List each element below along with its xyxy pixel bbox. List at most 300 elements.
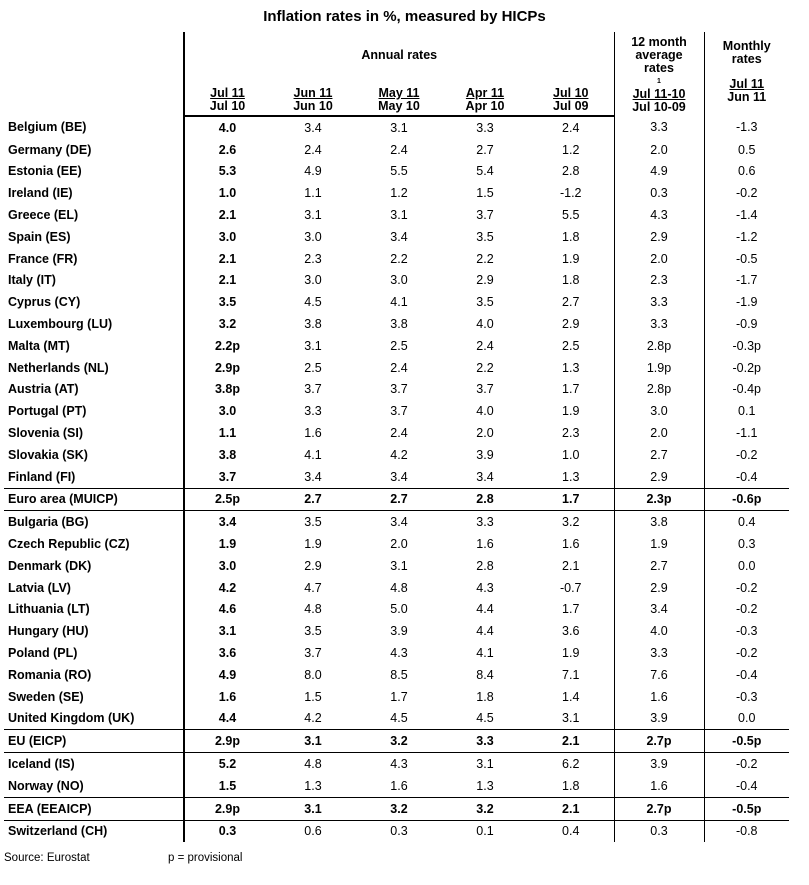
- country-name: Euro area (MUICP): [4, 488, 184, 511]
- value-cell: 5.5: [390, 164, 408, 179]
- country-name: Hungary (HU): [8, 624, 89, 639]
- value-cell: 2.9: [304, 558, 322, 573]
- value-cell: 1.8: [476, 689, 494, 704]
- header-monthly-rates: Monthly rates Jul 11 Jun 11: [704, 32, 789, 116]
- value-cell: -0.2: [704, 577, 789, 599]
- inflation-table: [4, 32, 789, 842]
- value-cell: 2.1: [562, 558, 580, 573]
- value-cell: 2.4: [562, 120, 580, 135]
- value-cell: 3.3: [476, 515, 494, 530]
- value-cell: 3.1: [476, 757, 494, 771]
- value-cell: 3.9: [614, 753, 704, 775]
- table-row: [4, 116, 789, 139]
- value-cell: 1.7: [390, 689, 408, 704]
- value-cell: 3.1: [184, 620, 270, 642]
- table-row: [4, 161, 789, 183]
- value-cell: 2.4: [390, 360, 408, 375]
- value-cell: 3.7: [390, 382, 408, 397]
- value-cell: 3.3: [614, 313, 704, 335]
- value-cell: 4.5: [390, 711, 408, 726]
- value-cell: 2.8p: [614, 379, 704, 401]
- provisional-note: p = provisional: [168, 852, 243, 864]
- value-cell: -0.2p: [704, 357, 789, 379]
- value-cell: 4.2: [390, 447, 408, 462]
- value-cell: 3.4: [304, 120, 322, 135]
- value-cell: 3.2: [356, 797, 442, 820]
- value-cell: 4.0: [614, 620, 704, 642]
- value-cell: 3.5: [304, 624, 322, 639]
- value-cell: 1.3: [562, 360, 580, 375]
- value-cell: -0.2: [704, 753, 789, 775]
- value-cell: 3.8: [304, 317, 322, 332]
- header-col-jul10: Jul 10 Jul 09: [528, 78, 614, 116]
- value-cell: 3.1: [270, 797, 356, 820]
- header-col-may11: May 11 May 10: [356, 78, 442, 116]
- value-cell: 4.6: [184, 599, 270, 621]
- value-cell: 2.9: [476, 273, 494, 288]
- table-row: [4, 422, 789, 444]
- table-row: [4, 270, 789, 292]
- value-cell: 3.4: [184, 511, 270, 533]
- value-cell: 5.0: [390, 602, 408, 617]
- table-row: [4, 400, 789, 422]
- value-cell: -1.4: [704, 204, 789, 226]
- value-cell: 3.0: [184, 226, 270, 248]
- value-cell: 1.9: [562, 251, 580, 266]
- value-cell: 4.1: [476, 646, 494, 661]
- value-cell: 4.9: [184, 664, 270, 686]
- table-row: [4, 820, 789, 842]
- value-cell: -0.7: [559, 580, 582, 595]
- value-cell: 2.9p: [184, 797, 270, 820]
- value-cell: 0.3: [614, 820, 704, 842]
- value-cell: 7.1: [562, 667, 580, 682]
- value-cell: 3.1: [390, 208, 408, 223]
- table-row: [4, 248, 789, 270]
- value-cell: 1.6: [304, 426, 322, 441]
- country-name: France (FR): [8, 251, 78, 266]
- value-cell: 3.3: [614, 291, 704, 313]
- value-cell: 3.0: [184, 400, 270, 422]
- table-row: [4, 577, 789, 599]
- value-cell: 1.9p: [614, 357, 704, 379]
- value-cell: 1.6: [390, 778, 408, 793]
- value-cell: 3.2: [356, 730, 442, 753]
- value-cell: -0.4: [704, 664, 789, 686]
- value-cell: 3.4: [304, 469, 322, 484]
- value-cell: 1.1: [184, 422, 270, 444]
- value-cell: 1.5: [184, 775, 270, 797]
- table-row: [4, 204, 789, 226]
- country-name: Iceland (IS): [8, 757, 75, 771]
- country-name: Sweden (SE): [8, 689, 84, 704]
- value-cell: 2.5: [390, 338, 408, 353]
- country-name: United Kingdom (UK): [8, 711, 135, 726]
- value-cell: 2.4: [476, 338, 494, 353]
- table-row: [4, 379, 789, 401]
- table-row: [4, 226, 789, 248]
- country-name: Norway (NO): [8, 778, 84, 793]
- value-cell: 0.4: [704, 511, 789, 533]
- country-name: Greece (EL): [8, 208, 79, 223]
- value-cell: 5.4: [476, 164, 494, 179]
- value-cell: 4.0: [476, 317, 494, 332]
- value-cell: 3.3: [614, 116, 704, 139]
- header-col-jun11: Jun 11 Jun 10: [270, 78, 356, 116]
- table-row: [4, 313, 789, 335]
- value-cell: 0.1: [476, 824, 494, 839]
- country-name: Romania (RO): [8, 667, 92, 682]
- value-cell: 1.6: [614, 686, 704, 708]
- value-cell: -0.5p: [704, 797, 789, 820]
- table-title: Inflation rates in %, measured by HICPs: [263, 8, 546, 25]
- source-note: Source: Eurostat: [4, 852, 90, 864]
- value-cell: 2.6: [184, 139, 270, 161]
- value-cell: 4.3: [614, 204, 704, 226]
- value-cell: 2.0: [614, 139, 704, 161]
- value-cell: 4.9: [614, 161, 704, 183]
- value-cell: 2.7p: [614, 730, 704, 753]
- value-cell: 0.0: [704, 708, 789, 730]
- value-cell: 2.9: [614, 466, 704, 488]
- value-cell: 2.7: [562, 295, 580, 310]
- table-body: [4, 116, 789, 842]
- country-name: Portugal (PT): [8, 404, 87, 419]
- value-cell: 1.9: [562, 646, 580, 661]
- value-cell: 3.8: [614, 511, 704, 533]
- header-row-group: [4, 32, 789, 78]
- value-cell: 2.3: [614, 270, 704, 292]
- value-cell: 2.2p: [184, 335, 270, 357]
- value-cell: -1.3: [704, 116, 789, 139]
- value-cell: 4.5: [304, 295, 322, 310]
- value-cell: 1.7: [528, 488, 614, 511]
- value-cell: -1.1: [704, 422, 789, 444]
- value-cell: 3.2: [442, 797, 528, 820]
- value-cell: 3.4: [390, 515, 408, 530]
- value-cell: 7.6: [614, 664, 704, 686]
- value-cell: -0.3: [704, 620, 789, 642]
- table-row: [4, 775, 789, 797]
- value-cell: 1.3: [562, 469, 580, 484]
- table-row: [4, 533, 789, 555]
- value-cell: 2.1: [184, 248, 270, 270]
- value-cell: 5.5: [562, 208, 580, 223]
- country-name: Latvia (LV): [8, 580, 71, 595]
- value-cell: 3.3: [304, 404, 322, 419]
- value-cell: 0.5: [704, 139, 789, 161]
- table-row: [4, 753, 789, 775]
- value-cell: 2.5p: [184, 488, 270, 511]
- value-cell: 3.4: [390, 469, 408, 484]
- value-cell: 3.2: [184, 313, 270, 335]
- value-cell: 1.4: [562, 689, 580, 704]
- value-cell: 3.0: [304, 229, 322, 244]
- value-cell: 3.5: [304, 515, 322, 530]
- header-col-apr11: Apr 11 Apr 10: [442, 78, 528, 116]
- value-cell: 2.8: [562, 164, 580, 179]
- value-cell: 3.1: [304, 208, 322, 223]
- value-cell: 2.2: [390, 251, 408, 266]
- value-cell: -0.4: [704, 775, 789, 797]
- table-row: [4, 730, 789, 753]
- value-cell: 2.2: [476, 360, 494, 375]
- value-cell: 1.9: [562, 404, 580, 419]
- table-row: [4, 466, 789, 488]
- value-cell: -0.8: [704, 820, 789, 842]
- country-name: Spain (ES): [8, 229, 71, 244]
- value-cell: 1.3: [304, 778, 322, 793]
- value-cell: 3.4: [614, 599, 704, 621]
- value-cell: 3.3: [476, 120, 494, 135]
- value-cell: 2.9: [614, 226, 704, 248]
- value-cell: 3.7: [184, 466, 270, 488]
- country-name: Italy (IT): [8, 273, 56, 288]
- value-cell: 1.2: [562, 142, 580, 157]
- country-name: Slovenia (SI): [8, 426, 84, 441]
- table-row: [4, 642, 789, 664]
- value-cell: 3.4: [476, 469, 494, 484]
- value-cell: 0.6: [704, 161, 789, 183]
- value-cell: 3.9: [614, 708, 704, 730]
- value-cell: 3.3: [614, 642, 704, 664]
- value-cell: 4.2: [304, 711, 322, 726]
- country-name: EEA (EEAICP): [4, 797, 184, 820]
- value-cell: 8.5: [390, 667, 408, 682]
- value-cell: -1.9: [704, 291, 789, 313]
- value-cell: 1.9: [304, 537, 322, 552]
- value-cell: -0.2: [704, 182, 789, 204]
- value-cell: 1.5: [476, 186, 494, 201]
- value-cell: 1.7: [562, 382, 580, 397]
- value-cell: -1.2: [559, 186, 582, 201]
- value-cell: -0.4: [704, 466, 789, 488]
- country-name: Poland (PL): [8, 646, 78, 661]
- table-row: [4, 511, 789, 533]
- value-cell: 3.1: [562, 711, 580, 726]
- value-cell: 3.7: [476, 382, 494, 397]
- country-name: EU (EICP): [4, 730, 184, 753]
- table-row: [4, 555, 789, 577]
- value-cell: -0.2: [704, 444, 789, 466]
- value-cell: 4.3: [476, 580, 494, 595]
- value-cell: 2.0: [614, 248, 704, 270]
- country-name: Switzerland (CH): [8, 824, 108, 839]
- value-cell: 1.9: [184, 533, 270, 555]
- value-cell: 2.1: [528, 730, 614, 753]
- value-cell: 2.4: [390, 142, 408, 157]
- table-row: [4, 357, 789, 379]
- value-cell: 3.0: [390, 273, 408, 288]
- value-cell: 1.2: [390, 186, 408, 201]
- value-cell: 2.9: [562, 317, 580, 332]
- table-row: [4, 291, 789, 313]
- country-name: Germany (DE): [8, 142, 92, 157]
- country-name: Bulgaria (BG): [8, 515, 89, 530]
- value-cell: 4.5: [476, 711, 494, 726]
- value-cell: 4.8: [304, 602, 322, 617]
- value-cell: 1.0: [562, 447, 580, 462]
- value-cell: 2.7: [476, 142, 494, 157]
- country-name: Lithuania (LT): [8, 602, 90, 617]
- value-cell: 4.0: [184, 116, 270, 139]
- value-cell: 2.7p: [614, 797, 704, 820]
- value-cell: -0.3p: [704, 335, 789, 357]
- value-cell: 3.1: [304, 338, 322, 353]
- value-cell: 3.4: [390, 229, 408, 244]
- value-cell: 1.8: [562, 273, 580, 288]
- value-cell: 3.3: [442, 730, 528, 753]
- value-cell: 2.8: [442, 488, 528, 511]
- value-cell: 3.8p: [184, 379, 270, 401]
- value-cell: 4.8: [304, 757, 322, 771]
- value-cell: 3.7: [304, 646, 322, 661]
- value-cell: 1.7: [562, 602, 580, 617]
- table-row: [4, 620, 789, 642]
- value-cell: 3.1: [390, 558, 408, 573]
- value-cell: 3.7: [304, 382, 322, 397]
- value-cell: 5.3: [184, 161, 270, 183]
- value-cell: 8.0: [304, 667, 322, 682]
- table-row: [4, 797, 789, 820]
- value-cell: 2.7: [356, 488, 442, 511]
- value-cell: 2.7: [614, 555, 704, 577]
- country-name: Czech Republic (CZ): [8, 537, 130, 552]
- value-cell: 0.6: [304, 824, 322, 839]
- value-cell: 3.2: [562, 515, 580, 530]
- value-cell: 2.8: [476, 558, 494, 573]
- value-cell: 0.4: [562, 824, 580, 839]
- value-cell: 3.9: [476, 447, 494, 462]
- country-name: Luxembourg (LU): [8, 317, 113, 332]
- country-name: Cyprus (CY): [8, 295, 81, 310]
- table-row: [4, 139, 789, 161]
- value-cell: -0.2: [704, 642, 789, 664]
- value-cell: 2.0: [476, 426, 494, 441]
- country-name: Slovakia (SK): [8, 447, 88, 462]
- value-cell: 4.3: [390, 757, 408, 771]
- value-cell: -0.6p: [704, 488, 789, 511]
- value-cell: 2.3: [562, 426, 580, 441]
- value-cell: 1.8: [562, 778, 580, 793]
- value-cell: 3.1: [390, 120, 408, 135]
- value-cell: -1.2: [704, 226, 789, 248]
- value-cell: 2.9: [614, 577, 704, 599]
- value-cell: 1.6: [614, 775, 704, 797]
- value-cell: 2.5: [304, 360, 322, 375]
- value-cell: 3.0: [304, 273, 322, 288]
- value-cell: 4.2: [184, 577, 270, 599]
- value-cell: 4.4: [184, 708, 270, 730]
- value-cell: 1.5: [304, 689, 322, 704]
- value-cell: 1.6: [562, 537, 580, 552]
- value-cell: 3.5: [476, 295, 494, 310]
- value-cell: 2.3: [304, 251, 322, 266]
- country-name: Netherlands (NL): [8, 360, 109, 375]
- value-cell: 2.2: [476, 251, 494, 266]
- value-cell: 3.5: [476, 229, 494, 244]
- country-name: Ireland (IE): [8, 186, 73, 201]
- value-cell: 3.6: [562, 624, 580, 639]
- value-cell: 3.7: [390, 404, 408, 419]
- value-cell: 4.7: [304, 580, 322, 595]
- value-cell: 3.9: [390, 624, 408, 639]
- value-cell: 2.0: [614, 422, 704, 444]
- value-cell: 0.0: [704, 555, 789, 577]
- value-cell: 2.7: [270, 488, 356, 511]
- value-cell: -0.4p: [704, 379, 789, 401]
- country-name: Estonia (EE): [8, 164, 82, 179]
- value-cell: 3.8: [184, 444, 270, 466]
- value-cell: 2.8p: [614, 335, 704, 357]
- value-cell: 3.0: [184, 555, 270, 577]
- value-cell: 0.3: [614, 182, 704, 204]
- header-annual-rates: Annual rates: [184, 32, 614, 78]
- country-name: Belgium (BE): [8, 120, 87, 135]
- value-cell: 8.4: [476, 667, 494, 682]
- value-cell: 2.5: [562, 338, 580, 353]
- value-cell: 4.4: [476, 624, 494, 639]
- value-cell: -0.3: [704, 686, 789, 708]
- value-cell: 0.3: [390, 824, 408, 839]
- country-name: Austria (AT): [8, 382, 79, 397]
- value-cell: 4.8: [390, 580, 408, 595]
- table-row: [4, 444, 789, 466]
- value-cell: 4.3: [390, 646, 408, 661]
- value-cell: 2.7: [614, 444, 704, 466]
- value-cell: 1.8: [562, 229, 580, 244]
- value-cell: -1.7: [704, 270, 789, 292]
- value-cell: 6.2: [562, 757, 580, 771]
- value-cell: 2.4: [304, 142, 322, 157]
- value-cell: 0.3: [184, 820, 270, 842]
- value-cell: 0.1: [704, 400, 789, 422]
- table-row: [4, 664, 789, 686]
- value-cell: 0.3: [704, 533, 789, 555]
- header-12month-average: 12 month average rates 1 Jul 11-10 Jul 10-09: [614, 32, 704, 116]
- value-cell: 5.2: [184, 753, 270, 775]
- value-cell: 4.1: [304, 447, 322, 462]
- value-cell: 4.4: [476, 602, 494, 617]
- value-cell: 2.9p: [184, 357, 270, 379]
- value-cell: 4.9: [304, 164, 322, 179]
- value-cell: 3.0: [614, 400, 704, 422]
- value-cell: 1.9: [614, 533, 704, 555]
- value-cell: 3.5: [184, 291, 270, 313]
- header-country-cell: [4, 32, 184, 116]
- table-row: [4, 335, 789, 357]
- value-cell: 1.6: [476, 537, 494, 552]
- value-cell: 2.9p: [184, 730, 270, 753]
- value-cell: 2.4: [390, 426, 408, 441]
- table-row: [4, 686, 789, 708]
- table-row: [4, 708, 789, 730]
- value-cell: 1.3: [476, 778, 494, 793]
- header-col-jul11: Jul 11 Jul 10: [184, 78, 270, 116]
- value-cell: 4.0: [476, 404, 494, 419]
- country-name: Malta (MT): [8, 338, 70, 353]
- value-cell: -0.9: [704, 313, 789, 335]
- country-name: Finland (FI): [8, 469, 76, 484]
- value-cell: 3.1: [270, 730, 356, 753]
- value-cell: 3.8: [390, 317, 408, 332]
- value-cell: -0.5p: [704, 730, 789, 753]
- table-row: [4, 599, 789, 621]
- table-row: [4, 488, 789, 511]
- value-cell: 2.3p: [614, 488, 704, 511]
- value-cell: 4.1: [390, 295, 408, 310]
- value-cell: 1.0: [184, 182, 270, 204]
